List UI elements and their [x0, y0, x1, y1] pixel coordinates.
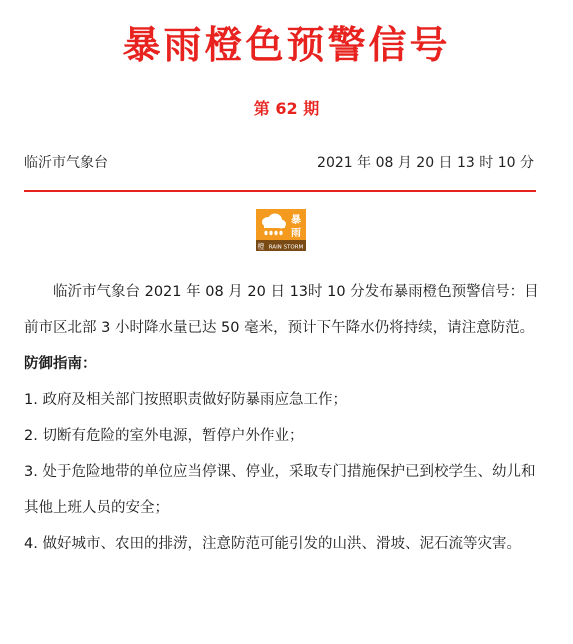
alert-title: 暴雨橙色预警信号: [122, 23, 451, 67]
issuer-name: 临沂市气象台: [24, 155, 108, 171]
issuer-row: [24, 152, 534, 172]
guide-heading: 防御指南：: [24, 356, 97, 372]
guide-item: 1. 政府及相关部门按照职责做好防暴雨应急工作；: [24, 392, 347, 408]
guide-item: 2. 切断有危险的室外电源，暂停户外作业；: [24, 428, 304, 444]
icon-char-top: 暴: [291, 215, 301, 226]
header-divider: [24, 190, 536, 192]
icon-char-bottom: 雨: [291, 228, 301, 239]
icon-label-cn: 橙: [257, 242, 265, 251]
intro-paragraph: 临沂市气象台 2021 年 08 月 20 日 13时 10 分发布暴雨橙色预警信号：目前市区北部 3 小时降水量已达 50 毫米，预计下午降水仍将持续，请注意防范。: [24, 284, 539, 336]
issue-datetime: 2021 年 08 月 20 日 13 时 10 分: [317, 155, 534, 171]
guide-item: 3. 处于危险地带的单位应当停课、停业，采取专门措施保护已到校学生、幼儿和其他上班人员的安全；: [24, 464, 536, 516]
alert-body: [24, 274, 540, 562]
rainstorm-orange-signal-icon: [256, 209, 306, 251]
guide-item: 4. 做好城市、农田的排涝，注意防范可能引发的山洪、滑坡、泥石流等灾害。: [24, 536, 521, 552]
icon-label-en: RAIN STORM: [268, 244, 304, 251]
issue-number: 第 62 期: [253, 99, 320, 118]
